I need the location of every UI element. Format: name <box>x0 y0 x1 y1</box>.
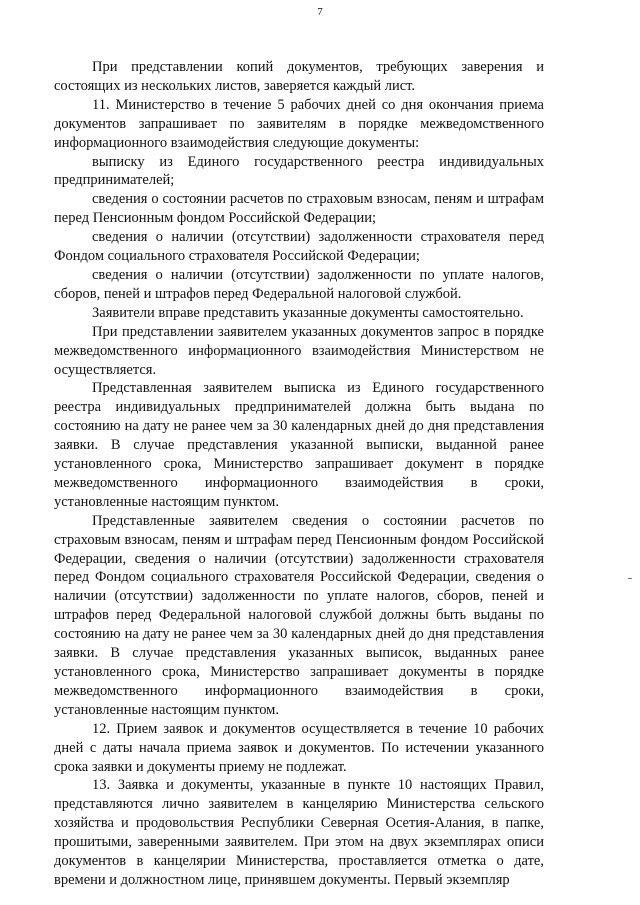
page-number: 7 <box>317 6 323 18</box>
paragraph-no-request: При представлении заявителем указанных документов запрос в порядке межведомственного информационного взаимодействия Министерством не осуществляется. <box>54 323 544 378</box>
paragraph-extract-validity: Представленная заявителем выписка из Единого государственного реестра индивидуальных предпринимателей должна быть выдана по состоянию на дату не ранее чем за 30 календарных дней до дня представления заявки. В случае представления указанной выписки, выданной ранее установленного срока, Министерство запрашивает документ в порядке межведомственного информационного взаимодействия в сроки, установленные настоящим пунктом. <box>54 380 544 510</box>
document-body <box>54 58 544 890</box>
paragraph-copies-certification: При представлении копий документов, требующих заверения и состоящих из нескольких листов, заверяется каждый лист. <box>54 59 544 94</box>
list-item-tax-service: сведения о наличии (отсутствии) задолженности по уплате налогов, сборов, пеней и штрафов перед Федеральной налоговой службой. <box>54 266 544 302</box>
paragraph-item-11: 11. Министерство в течение 5 рабочих дней со дня окончания приема документов запрашивает по заявителям в порядке межведомственного информационного взаимодействия следующие документы: <box>54 96 544 151</box>
list-item-social-insurance: сведения о наличии (отсутствии) задолженности страхователя перед Фондом социального страхователя Российской Федерации; <box>54 229 544 265</box>
list-item-egrip-extract: выписку из Единого государственного реестра индивидуальных предпринимателей; <box>54 153 544 189</box>
paragraph-info-validity: Представленные заявителем сведения о состоянии расчетов по страховым взносам, пеням и штрафам перед Пенсионным фондом Российской Федерации, сведения о наличии (отсутствии) задолженности страхователя перед Фондом социального страхователя Российской Федерации, сведения о наличии (отсутствии) задолженности по уплате налогов, сборов, пеней и штрафов перед Федеральной налоговой службой должны быть выданы по состоянию на дату не ранее чем за 30 календарных дней до дня представления заявки. В случае представления указанных выписок, выданных ранее установленного срока, Министерство запрашивает документы в порядке межведомственного информационного взаимодействия в сроки, установленные настоящим пунктом. <box>54 512 544 718</box>
paragraph-item-13: 13. Заявка и документы, указанные в пункте 10 настоящих Правил, представляются лично заявителем в канцелярию Министерства сельского хозяйства и продовольствия Республики Северная Осетия-Алания, в папке, прошитыми, заверенными заявителем. При этом на двух экземплярах описи документов в канцелярии Министерства, проставляется отметка о дате, времени и должностном лице, принявшем документы. Первый экземпляр <box>54 777 544 888</box>
paragraph-self-submission: Заявители вправе представить указанные документы самостоятельно. <box>92 304 524 321</box>
list-item-pension-fund: сведения о состоянии расчетов по страховым взносам, пеням и штрафам перед Пенсионным фондом Российской Федерации; <box>54 191 544 227</box>
scan-mark <box>628 578 632 579</box>
paragraph-item-12: 12. Прием заявок и документов осуществляется в течение 10 рабочих дней с даты начала приема заявок и документов. По истечении указанного срока заявки и документы приему не подлежат. <box>54 720 544 775</box>
